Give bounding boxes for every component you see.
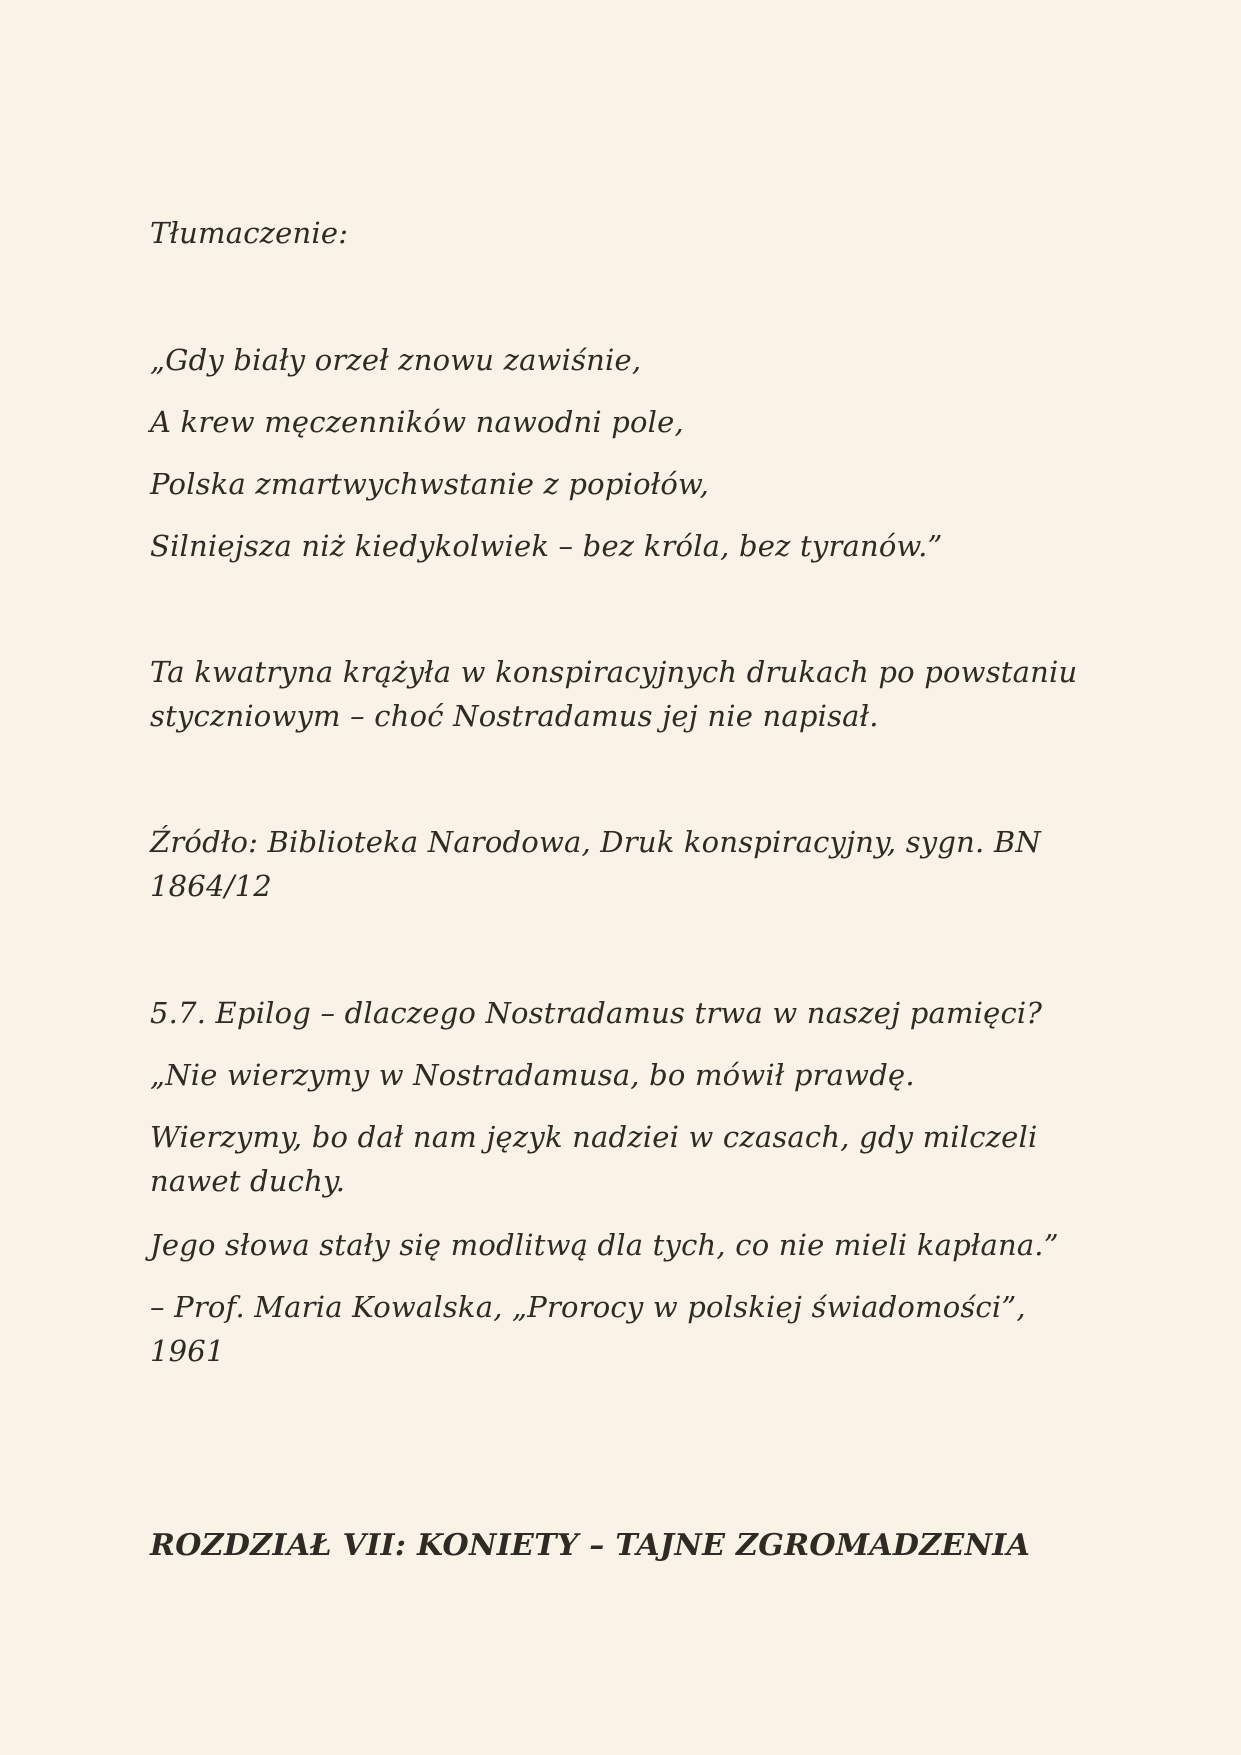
translation-label: Tłumaczenie: <box>150 216 349 250</box>
quote-attribution: – Prof. Maria Kowalska, „Prorocy w polskiej świadomości”, 1961 <box>150 1290 1026 1368</box>
quote-line: „Nie wierzymy w Nostradamusa, bo mówił prawdę. <box>150 1058 915 1092</box>
note-paragraph: Ta kwatryna krążyła w konspiracyjnych drukach po powstaniu styczniowym – choć Nostradamus jej nie napisał. <box>150 655 1078 733</box>
poem-line: „Gdy biały orzeł znowu zawiśnie, <box>150 343 642 377</box>
quote-line: Wierzymy, bo dał nam język nadziei w czasach, gdy milczeli nawet duchy. <box>150 1120 1038 1198</box>
chapter-heading: ROZDZIAŁ VII: KONIETY – TAJNE ZGROMADZENIA <box>150 1528 1031 1563</box>
source-citation: Źródło: Biblioteka Narodowa, Druk konspiracyjny, sygn. BN 1864/12 <box>150 825 1041 903</box>
poem-line: A krew męczenników nawodni pole, <box>150 405 684 439</box>
poem-line: Polska zmartwychwstanie z popiołów, <box>150 467 710 501</box>
poem-line: Silniejsza niż kiedykolwiek – bez króla, bez tyranów.” <box>150 529 943 563</box>
section-heading: 5.7. Epilog – dlaczego Nostradamus trwa w naszej pamięci? <box>150 996 1043 1030</box>
quote-line: Jego słowa stały się modlitwą dla tych, co nie mieli kapłana.” <box>150 1228 1059 1262</box>
